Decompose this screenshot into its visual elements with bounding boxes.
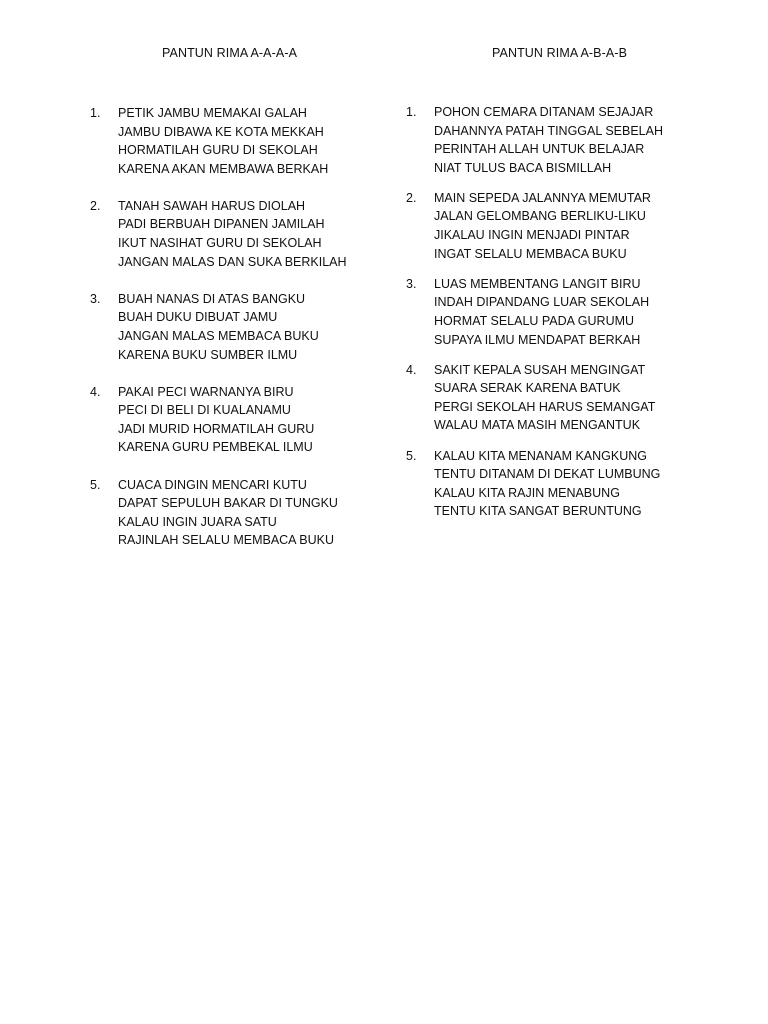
- pantun-stanza: [406, 361, 663, 435]
- stanza-line: JIKALAU INGIN MENJADI PINTAR: [434, 228, 630, 243]
- stanza-line: JANGAN MALAS MEMBACA BUKU: [118, 328, 319, 343]
- stanza-line: PADI BERBUAH DIPANEN JAMILAH: [118, 217, 325, 232]
- stanza-line: DAHANNYA PATAH TINGGAL SEBELAH: [434, 123, 663, 138]
- stanza-line: INDAH DIPANDANG LUAR SEKOLAH: [434, 295, 650, 310]
- pantun-stanza: [90, 104, 347, 178]
- stanza-line: KALAU KITA RAJIN MENABUNG: [434, 485, 620, 500]
- pantun-list-aaaa: [90, 104, 347, 568]
- stanza-line: PERGI SEKOLAH HARUS SEMANGAT: [434, 399, 656, 414]
- stanza-line: PETIK JAMBU MEMAKAI GALAH: [118, 106, 307, 120]
- pantun-stanza: [90, 383, 347, 457]
- pantun-stanza: [406, 275, 663, 349]
- stanza-line: KARENA BUKU SUMBER ILMU: [118, 347, 298, 362]
- pantun-stanza: [406, 447, 663, 521]
- pantun-stanza: [90, 290, 347, 364]
- stanza-number: 5.: [90, 477, 101, 492]
- stanza-line: KALAU KITA MENANAM KANGKUNG: [434, 448, 648, 463]
- stanza-number: 4.: [90, 384, 101, 399]
- stanza-line: DAPAT SEPULUH BAKAR DI TUNGKU: [118, 496, 338, 511]
- stanza-line: CUACA DINGIN MENCARI KUTU: [118, 477, 307, 492]
- stanza-line: SAKIT KEPALA SUSAH MENGINGAT: [434, 362, 646, 377]
- stanza-line: KALAU INGIN JUARA SATU: [118, 514, 277, 529]
- stanza-line: KARENA AKAN MEMBAWA BERKAH: [118, 161, 329, 176]
- stanza-line: JALAN GELOMBANG BERLIKU-LIKU: [434, 209, 646, 224]
- stanza-line: HORMAT SELALU PADA GURUMU: [434, 313, 635, 328]
- pantun-stanza: [90, 197, 347, 271]
- stanza-number: 1.: [90, 106, 101, 120]
- stanza-line: LUAS MEMBENTANG LANGIT BIRU: [434, 276, 641, 291]
- pantun-stanza: [406, 189, 663, 263]
- stanza-number: 3.: [406, 276, 417, 291]
- stanza-line: KARENA GURU PEMBEKAL ILMU: [118, 440, 313, 455]
- stanza-number: 2.: [406, 190, 417, 205]
- stanza-line: TANAH SAWAH HARUS DIOLAH: [118, 198, 306, 213]
- stanza-number: 5.: [406, 448, 417, 463]
- pantun-stanza: [406, 103, 663, 177]
- stanza-line: IKUT NASIHAT GURU DI SEKOLAH: [118, 236, 322, 251]
- stanza-line: JANGAN MALAS DAN SUKA BERKILAH: [118, 254, 347, 269]
- stanza-number: 3.: [90, 291, 101, 306]
- stanza-line: PAKAI PECI WARNANYA BIRU: [118, 384, 294, 399]
- stanza-line: PECI DI BELI DI KUALANAMU: [118, 403, 291, 418]
- stanza-line: POHON CEMARA DITANAM SEJAJAR: [434, 105, 654, 119]
- stanza-line: BUAH DUKU DIBUAT JAMU: [118, 310, 278, 325]
- stanza-line: TENTU DITANAM DI DEKAT LUMBUNG: [434, 467, 661, 482]
- column-title-abab: PANTUN RIMA A-B-A-B: [492, 46, 628, 60]
- stanza-line: SUPAYA ILMU MENDAPAT BERKAH: [434, 332, 641, 347]
- pantun-list-abab: [406, 103, 663, 532]
- stanza-line: RAJINLAH SELALU MEMBACA BUKU: [118, 533, 335, 548]
- stanza-line: MAIN SEPEDA JALANNYA MEMUTAR: [434, 190, 651, 205]
- stanza-line: JAMBU DIBAWA KE KOTA MEKKAH: [118, 124, 324, 139]
- column-title-aaaa: PANTUN RIMA A-A-A-A: [162, 46, 298, 60]
- pantun-stanza: [90, 476, 347, 550]
- stanza-line: INGAT SELALU MEMBACA BUKU: [434, 246, 627, 261]
- stanza-line: WALAU MATA MASIH MENGANTUK: [434, 418, 641, 433]
- stanza-line: TENTU KITA SANGAT BERUNTUNG: [434, 504, 642, 519]
- stanza-line: SUARA SERAK KARENA BATUK: [434, 381, 621, 396]
- stanza-line: HORMATILAH GURU DI SEKOLAH: [118, 143, 318, 158]
- stanza-line: BUAH NANAS DI ATAS BANGKU: [118, 291, 306, 306]
- stanza-number: 2.: [90, 198, 101, 213]
- stanza-line: PERINTAH ALLAH UNTUK BELAJAR: [434, 142, 645, 157]
- stanza-number: 1.: [406, 105, 417, 119]
- stanza-line: NIAT TULUS BACA BISMILLAH: [434, 160, 612, 175]
- stanza-line: JADI MURID HORMATILAH GURU: [118, 421, 315, 436]
- stanza-number: 4.: [406, 362, 417, 377]
